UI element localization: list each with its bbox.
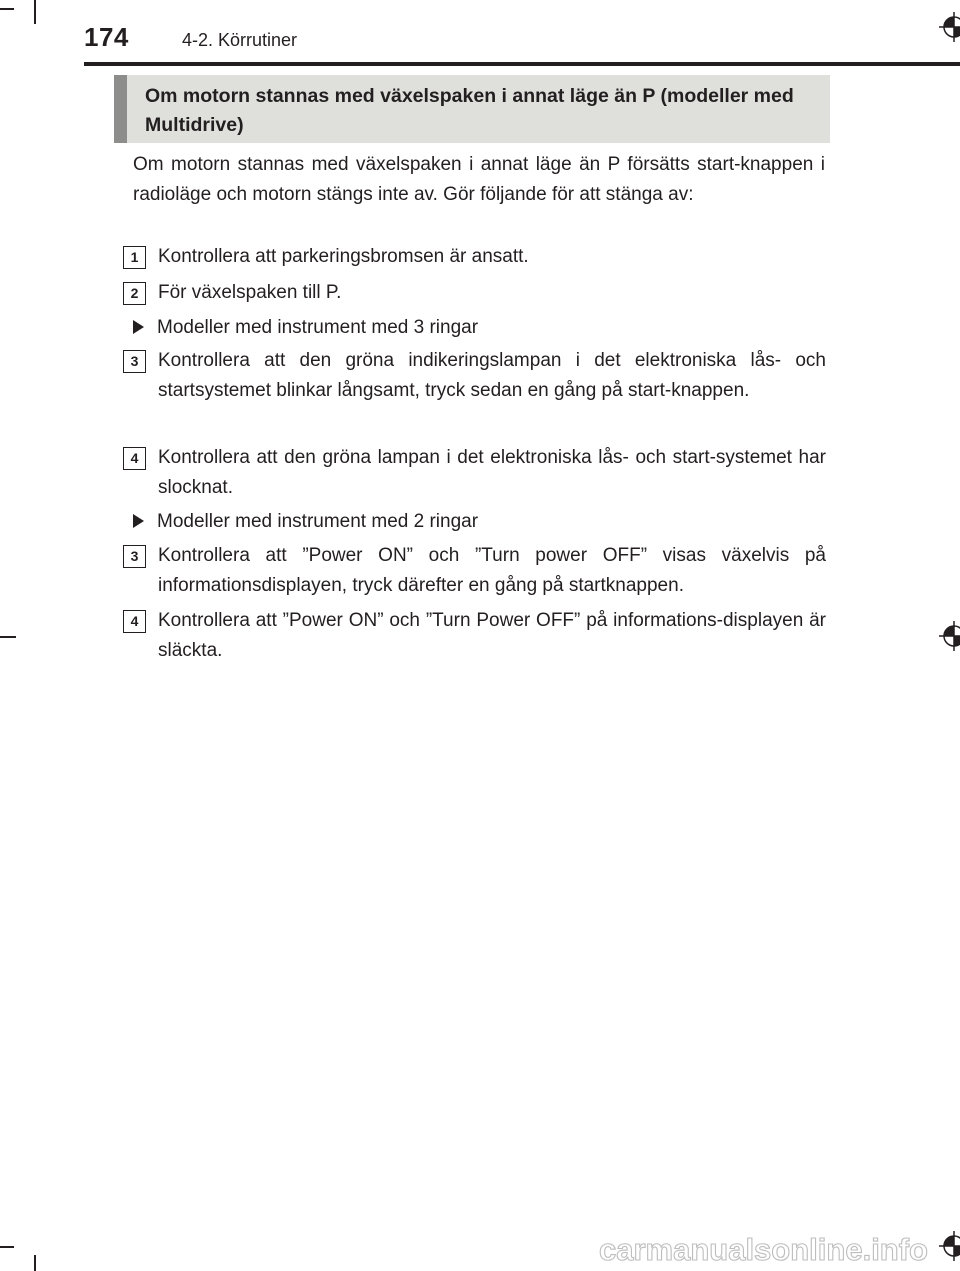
intro-paragraph: Om motorn stannas med växelspaken i annat läge än P försätts start-knappen i radioläge och motorn stängs inte av. Gör följande för att stänga av: — [133, 154, 825, 205]
watermark-logo — [540, 1226, 930, 1270]
page-number: 174 — [84, 22, 129, 52]
step-number-badge: 3 — [123, 350, 146, 373]
triangle-bullet-icon — [133, 514, 144, 528]
step-text: Kontrollera att parkeringsbromsen är ansatt. — [158, 246, 529, 267]
step-text: För växelspaken till P. — [158, 282, 342, 303]
step-b-3 — [123, 541, 826, 601]
step-a-3 — [123, 346, 826, 406]
registration-mark-icon — [939, 621, 960, 651]
step-text: Kontrollera att den gröna lampan i det elektroniska lås- och start-systemet har slocknat. — [158, 447, 826, 498]
step-text: Kontrollera att den gröna indikeringslampan i det elektroniska lås- och startsystemet blinkar långsamt, tryck sedan en gång på start-knappen. — [158, 350, 826, 401]
model-group-b-label — [133, 507, 825, 537]
step-text: Kontrollera att ”Power ON” och ”Turn Power OFF” på informations-displayen är släckta. — [158, 610, 826, 661]
step-a-4 — [123, 443, 826, 503]
subsection-heading-box — [114, 75, 830, 143]
registration-mark-icon — [939, 12, 960, 42]
step-number-badge: 4 — [123, 447, 146, 470]
step-text: Kontrollera att ”Power ON” och ”Turn power OFF” visas växelvis på informationsdisplayen, tryck därefter en gång på startknappen. — [158, 545, 826, 596]
step-number-badge: 3 — [123, 545, 146, 568]
step-1 — [123, 242, 826, 272]
registration-mark-icon — [939, 1231, 960, 1261]
model-label-text: Modeller med instrument med 2 ringar — [157, 511, 479, 532]
svg-text:carmanualsonline.info: carmanualsonline.info — [598, 1232, 928, 1267]
crop-mark — [0, 1246, 14, 1248]
triangle-bullet-icon — [133, 320, 144, 334]
step-number-badge: 2 — [123, 282, 146, 305]
header-divider — [84, 62, 960, 66]
subsection-heading: Om motorn stannas med växelspaken i annat läge än P (modeller med Multidrive) — [145, 85, 794, 136]
step-number-badge: 4 — [123, 610, 146, 633]
crop-mark — [34, 0, 36, 24]
step-b-4 — [123, 606, 826, 666]
crop-mark — [34, 1255, 36, 1271]
model-label-text: Modeller med instrument med 3 ringar — [157, 317, 479, 338]
crop-mark — [0, 8, 14, 10]
step-number-badge: 1 — [123, 246, 146, 269]
crop-mark — [0, 636, 16, 638]
step-2 — [123, 278, 826, 308]
model-group-a-label — [133, 313, 825, 343]
section-title: 4-2. Körrutiner — [182, 30, 298, 50]
